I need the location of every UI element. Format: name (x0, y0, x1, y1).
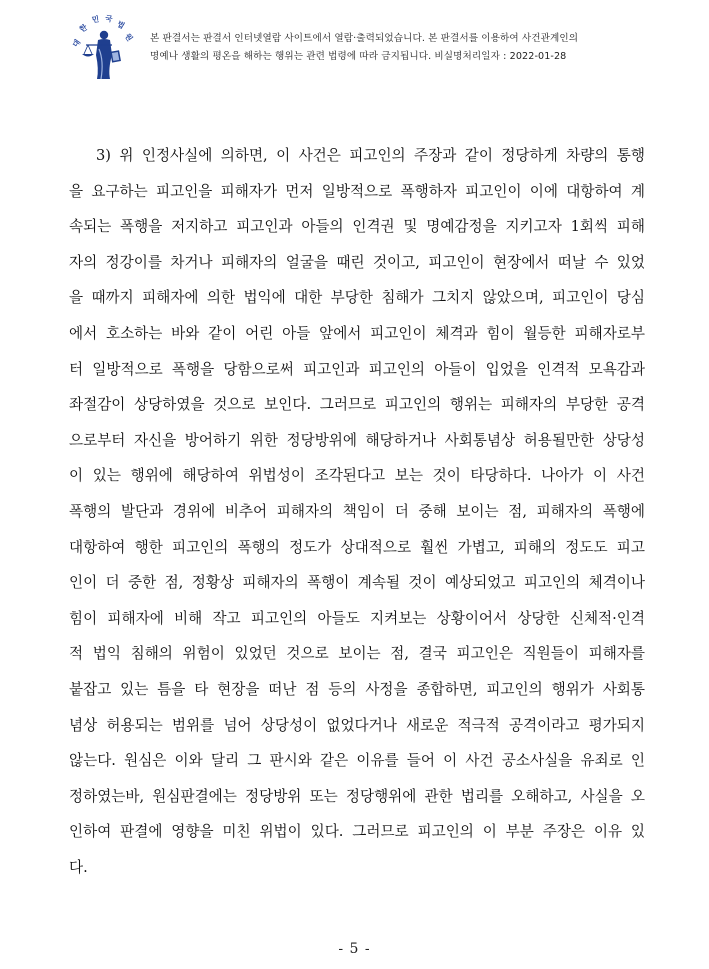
paragraph-line: 힘이 피해자에 비해 작고 피고인의 아들도 지켜보는 상황이어서 상당한 신체적·인격 (69, 609, 645, 627)
paragraph-line: 적 법익 침해의 위험이 있었던 것으로 보이는 점, 결국 피고인은 직원들이 피해자를 (69, 645, 645, 663)
paragraph-line: 을 때까지 피해자에 의한 법익에 대한 부당한 침해가 그치지 않았으며, 피고인이 당심 (69, 289, 645, 307)
notice-line-1: 본 판결서는 판결서 인터넷열람 사이트에서 열람·출력되었습니다. 본 판결서를 이용하여 사건관계인의 (150, 33, 579, 44)
paragraph-line: 정하였는바, 원심판결에는 정당방위 또는 정당행위에 관한 법리를 오해하고, 사실을 오 (69, 787, 645, 805)
paragraph-line: 터 일방적으로 폭행을 당함으로써 피고인과 피고인의 아들이 입었을 인격적 모욕감과 (69, 360, 645, 378)
paragraph-line: 속되는 폭행을 저지하고 피고인과 아들의 인격권 및 명예감정을 지키고자 1회씩 피해 (69, 218, 645, 236)
paragraph-line: 인이 더 중한 점, 정황상 피해자의 폭행이 계속될 것이 예상되었고 피고인의 체격이나 (69, 574, 645, 592)
svg-text:국: 국 (104, 13, 114, 24)
judgment-paragraph (69, 138, 645, 885)
svg-text:한: 한 (77, 22, 89, 34)
usage-notice (150, 30, 702, 66)
paragraph-line: 으로부터 자신을 방어하기 위한 정당방위에 해당하거나 사회통념상 허용될만한 상당성 (69, 431, 645, 449)
paragraph-line: 좌절감이 상당하였을 것으로 보인다. 그러므로 피고인의 행위는 피해자의 부당한 공격 (69, 396, 645, 414)
paragraph-line: 인하여 판결에 영향을 미친 위법이 있다. 그러므로 피고인의 이 부분 주장은 이유 있 (69, 823, 645, 841)
svg-text:민: 민 (91, 14, 100, 25)
paragraph-line: 자의 정강이를 차거나 피해자의 얼굴을 때린 것이고, 피고인이 현장에서 떠날 수 있었 (69, 253, 645, 271)
page-number: - 5 - (338, 941, 371, 957)
paragraph-line: 않는다. 원심은 이와 달리 그 판시와 같은 이유를 들어 이 사건 공소사실을 유죄로 인 (69, 752, 645, 770)
notice-line-2: 명예나 생활의 평온을 해하는 행위는 관련 법령에 따라 금지됩니다. 비실명처리일자 : 2022-01-28 (150, 51, 567, 62)
paragraph-line: 폭행의 발단과 경위에 비추어 피해자의 책임이 더 중해 보이는 점, 피해자의 폭행에 (69, 502, 645, 520)
paragraph-line: 을 요구하는 피고인을 피해자가 먼저 일방적으로 폭행하자 피고인이 이에 대항하여 계 (69, 182, 645, 200)
svg-text:법: 법 (115, 19, 127, 31)
paragraph-line: 에서 호소하는 바와 같이 어린 아들 앞에서 피고인이 체격과 힘이 월등한 피해자로부 (69, 324, 645, 342)
court-seal-logo (68, 9, 140, 83)
paragraph-line: 다. (69, 858, 88, 876)
paragraph-line: 이 있는 행위에 해당하여 위법성이 조각된다고 보는 것이 타당하다. 나아가 이 사건 (69, 467, 645, 485)
document-header (0, 0, 709, 90)
paragraph-line: 대항하여 행한 피고인의 폭행의 정도가 상대적으로 훨씬 가볍고, 피해의 정도도 피고 (69, 538, 645, 556)
svg-text:대: 대 (70, 37, 83, 49)
paragraph-line: 3) 위 인정사실에 의하면, 이 사건은 피고인의 주장과 같이 정당하게 차량의 통행 (96, 147, 645, 164)
svg-text:원: 원 (123, 31, 135, 43)
paragraph-line: 념상 허용되는 범위를 넘어 상당성이 없었다거나 새로운 적극적 공격이라고 평가되지 (69, 716, 645, 734)
paragraph-line: 붙잡고 있는 틈을 타 현장을 떠난 점 등의 사정을 종합하면, 피고인의 행위가 사회통 (69, 680, 645, 698)
